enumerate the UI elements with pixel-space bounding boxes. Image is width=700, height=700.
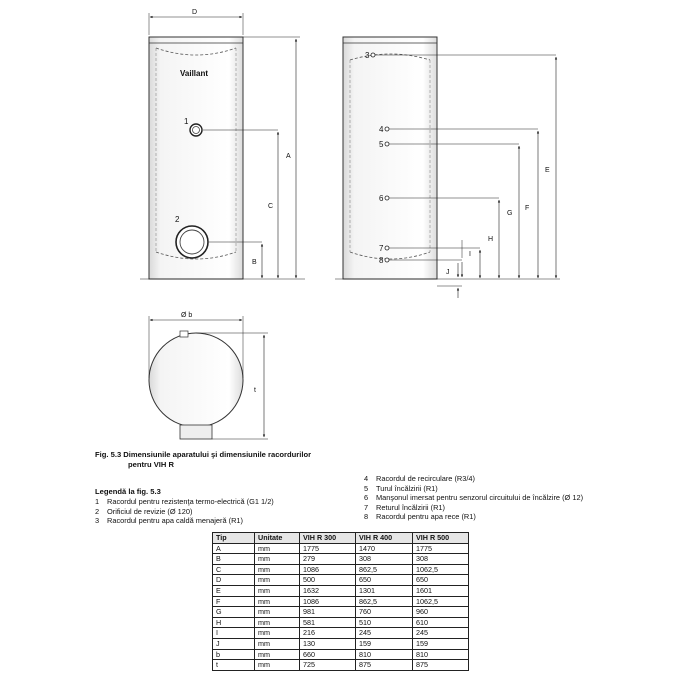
header-tip: Tip — [213, 533, 255, 544]
table-cell: 159 — [413, 638, 469, 649]
table-cell: t — [213, 660, 255, 671]
table-cell: mm — [255, 607, 300, 618]
table-cell: mm — [255, 554, 300, 565]
table-header-row — [213, 533, 469, 544]
table-row — [213, 543, 469, 554]
figure-caption — [95, 450, 365, 470]
table-cell: 1062,5 — [413, 564, 469, 575]
table-row — [213, 585, 469, 596]
table-cell: 500 — [300, 575, 356, 586]
table-cell: 760 — [356, 607, 413, 618]
caption-line-2: pentru VIH R — [128, 460, 174, 469]
table-cell: mm — [255, 564, 300, 575]
top-view — [149, 312, 268, 439]
dim-t-label: t — [254, 387, 256, 394]
legend-item: 4 Racordul de recirculare (R3/4) — [364, 474, 475, 483]
legend-item: 7 Returul încălzirii (R1) — [364, 502, 445, 512]
brand-logo-text: Vaillant — [180, 69, 209, 78]
top-view-tank-circle — [149, 333, 243, 427]
table-cell: B — [213, 554, 255, 565]
side-view — [335, 37, 560, 298]
table-cell: 862,5 — [356, 596, 413, 607]
dim-G-label: G — [507, 210, 513, 217]
header-vih-r-400: VIH R 400 — [356, 533, 413, 544]
table-cell: 510 — [356, 617, 413, 628]
table-row — [213, 596, 469, 607]
table-cell: 660 — [300, 649, 356, 660]
table-row — [213, 638, 469, 649]
table-row — [213, 628, 469, 639]
connection-4-label: 4 — [379, 125, 384, 134]
table-cell: 960 — [413, 607, 469, 618]
table-cell: 810 — [413, 649, 469, 660]
table-cell: 1062,5 — [413, 596, 469, 607]
caption-line-1: Fig. 5.3 Dimensiunile aparatului şi dimensiunile racordurilor — [95, 450, 312, 459]
table-cell: mm — [255, 575, 300, 586]
table-cell: mm — [255, 617, 300, 628]
table-cell: 581 — [300, 617, 356, 628]
table-cell: 216 — [300, 628, 356, 639]
connection-1-port — [190, 124, 202, 136]
connection-8-label: 8 — [379, 256, 384, 265]
table-cell: mm — [255, 660, 300, 671]
table-cell: 1601 — [413, 585, 469, 596]
table-row — [213, 607, 469, 618]
table-cell: 725 — [300, 660, 356, 671]
dim-H-label: H — [488, 236, 494, 243]
table-cell: 1086 — [300, 596, 356, 607]
table-cell: 1301 — [356, 585, 413, 596]
table-cell: I — [213, 628, 255, 639]
table-cell: D — [213, 575, 255, 586]
table-cell: 810 — [356, 649, 413, 660]
table-cell: mm — [255, 628, 300, 639]
table-cell: mm — [255, 585, 300, 596]
table-cell: 1086 — [300, 564, 356, 575]
legend-title: Legendă la fig. 5.3 — [95, 487, 161, 496]
connection-3-label: 3 — [365, 51, 370, 60]
header-vih-r-300: VIH R 300 — [300, 533, 356, 544]
table-row — [213, 649, 469, 660]
table-cell: A — [213, 543, 255, 554]
connection-7-label: 7 — [379, 244, 384, 253]
legend-list-right — [364, 474, 583, 522]
table-cell: 130 — [300, 638, 356, 649]
legend-item: 5 Turul încălzirii (R1) — [364, 483, 438, 493]
connection-2-label: 2 — [175, 215, 180, 224]
table-cell: 1775 — [413, 543, 469, 554]
connection-2-revision-port — [176, 226, 208, 258]
table-cell: 279 — [300, 554, 356, 565]
table-cell: 862,5 — [356, 564, 413, 575]
dimensions-table — [212, 532, 469, 671]
table-cell: 875 — [413, 660, 469, 671]
legend-list-left — [95, 497, 274, 526]
header-unitate: Unitate — [255, 533, 300, 544]
table-cell: mm — [255, 649, 300, 660]
table-cell: 875 — [356, 660, 413, 671]
header-vih-r-500: VIH R 500 — [413, 533, 469, 544]
dim-C-label: C — [268, 203, 274, 210]
table-cell: 981 — [300, 607, 356, 618]
table-row — [213, 660, 469, 671]
table-cell: 1775 — [300, 543, 356, 554]
table-cell: H — [213, 617, 255, 628]
dim-b-label: Ø b — [181, 312, 193, 319]
dim-D-label: D — [192, 9, 198, 16]
top-view-connection-stub — [180, 425, 212, 439]
side-tank-body — [343, 37, 437, 279]
table-cell: 650 — [356, 575, 413, 586]
table-cell: 308 — [356, 554, 413, 565]
table-cell: 650 — [413, 575, 469, 586]
table-cell: b — [213, 649, 255, 660]
table-row — [213, 564, 469, 575]
legend-item: 2 Orificiul de revizie (Ø 120) — [95, 506, 193, 516]
legend-item: 3 Racordul pentru apa caldă menajeră (R1) — [95, 516, 243, 526]
legend-item: 8 Racordul pentru apa rece (R1) — [364, 512, 476, 522]
table-cell: mm — [255, 638, 300, 649]
dim-I-label: I — [469, 251, 471, 258]
table-cell: mm — [255, 543, 300, 554]
table-cell: G — [213, 607, 255, 618]
table-cell: J — [213, 638, 255, 649]
table-row — [213, 617, 469, 628]
table-cell: 1470 — [356, 543, 413, 554]
dim-F-label: F — [525, 205, 530, 212]
dim-J-label: J — [446, 269, 450, 276]
table-cell: mm — [255, 596, 300, 607]
table-cell: 1632 — [300, 585, 356, 596]
connection-1-label: 1 — [184, 117, 189, 126]
table-cell: 308 — [413, 554, 469, 565]
front-view — [140, 9, 305, 279]
table-row — [213, 554, 469, 565]
table-cell: F — [213, 596, 255, 607]
table-cell: 245 — [413, 628, 469, 639]
dim-B-label: B — [252, 259, 257, 266]
table-cell: 610 — [413, 617, 469, 628]
dim-E-label: E — [545, 167, 550, 174]
table-row — [213, 575, 469, 586]
legend-item: 1 Racordul pentru rezistenţa termo-electrică (G1 1/2) — [95, 497, 274, 506]
table-cell: C — [213, 564, 255, 575]
connection-5-label: 5 — [379, 140, 384, 149]
connection-6-label: 6 — [379, 194, 384, 203]
dim-A-label: A — [286, 153, 291, 160]
legend-item: 6 Manşonul imersat pentru senzorul circuitului de încălzire (Ø 12) — [364, 493, 584, 503]
table-cell: E — [213, 585, 255, 596]
table-cell: 245 — [356, 628, 413, 639]
table-cell: 159 — [356, 638, 413, 649]
table-body — [213, 543, 469, 670]
